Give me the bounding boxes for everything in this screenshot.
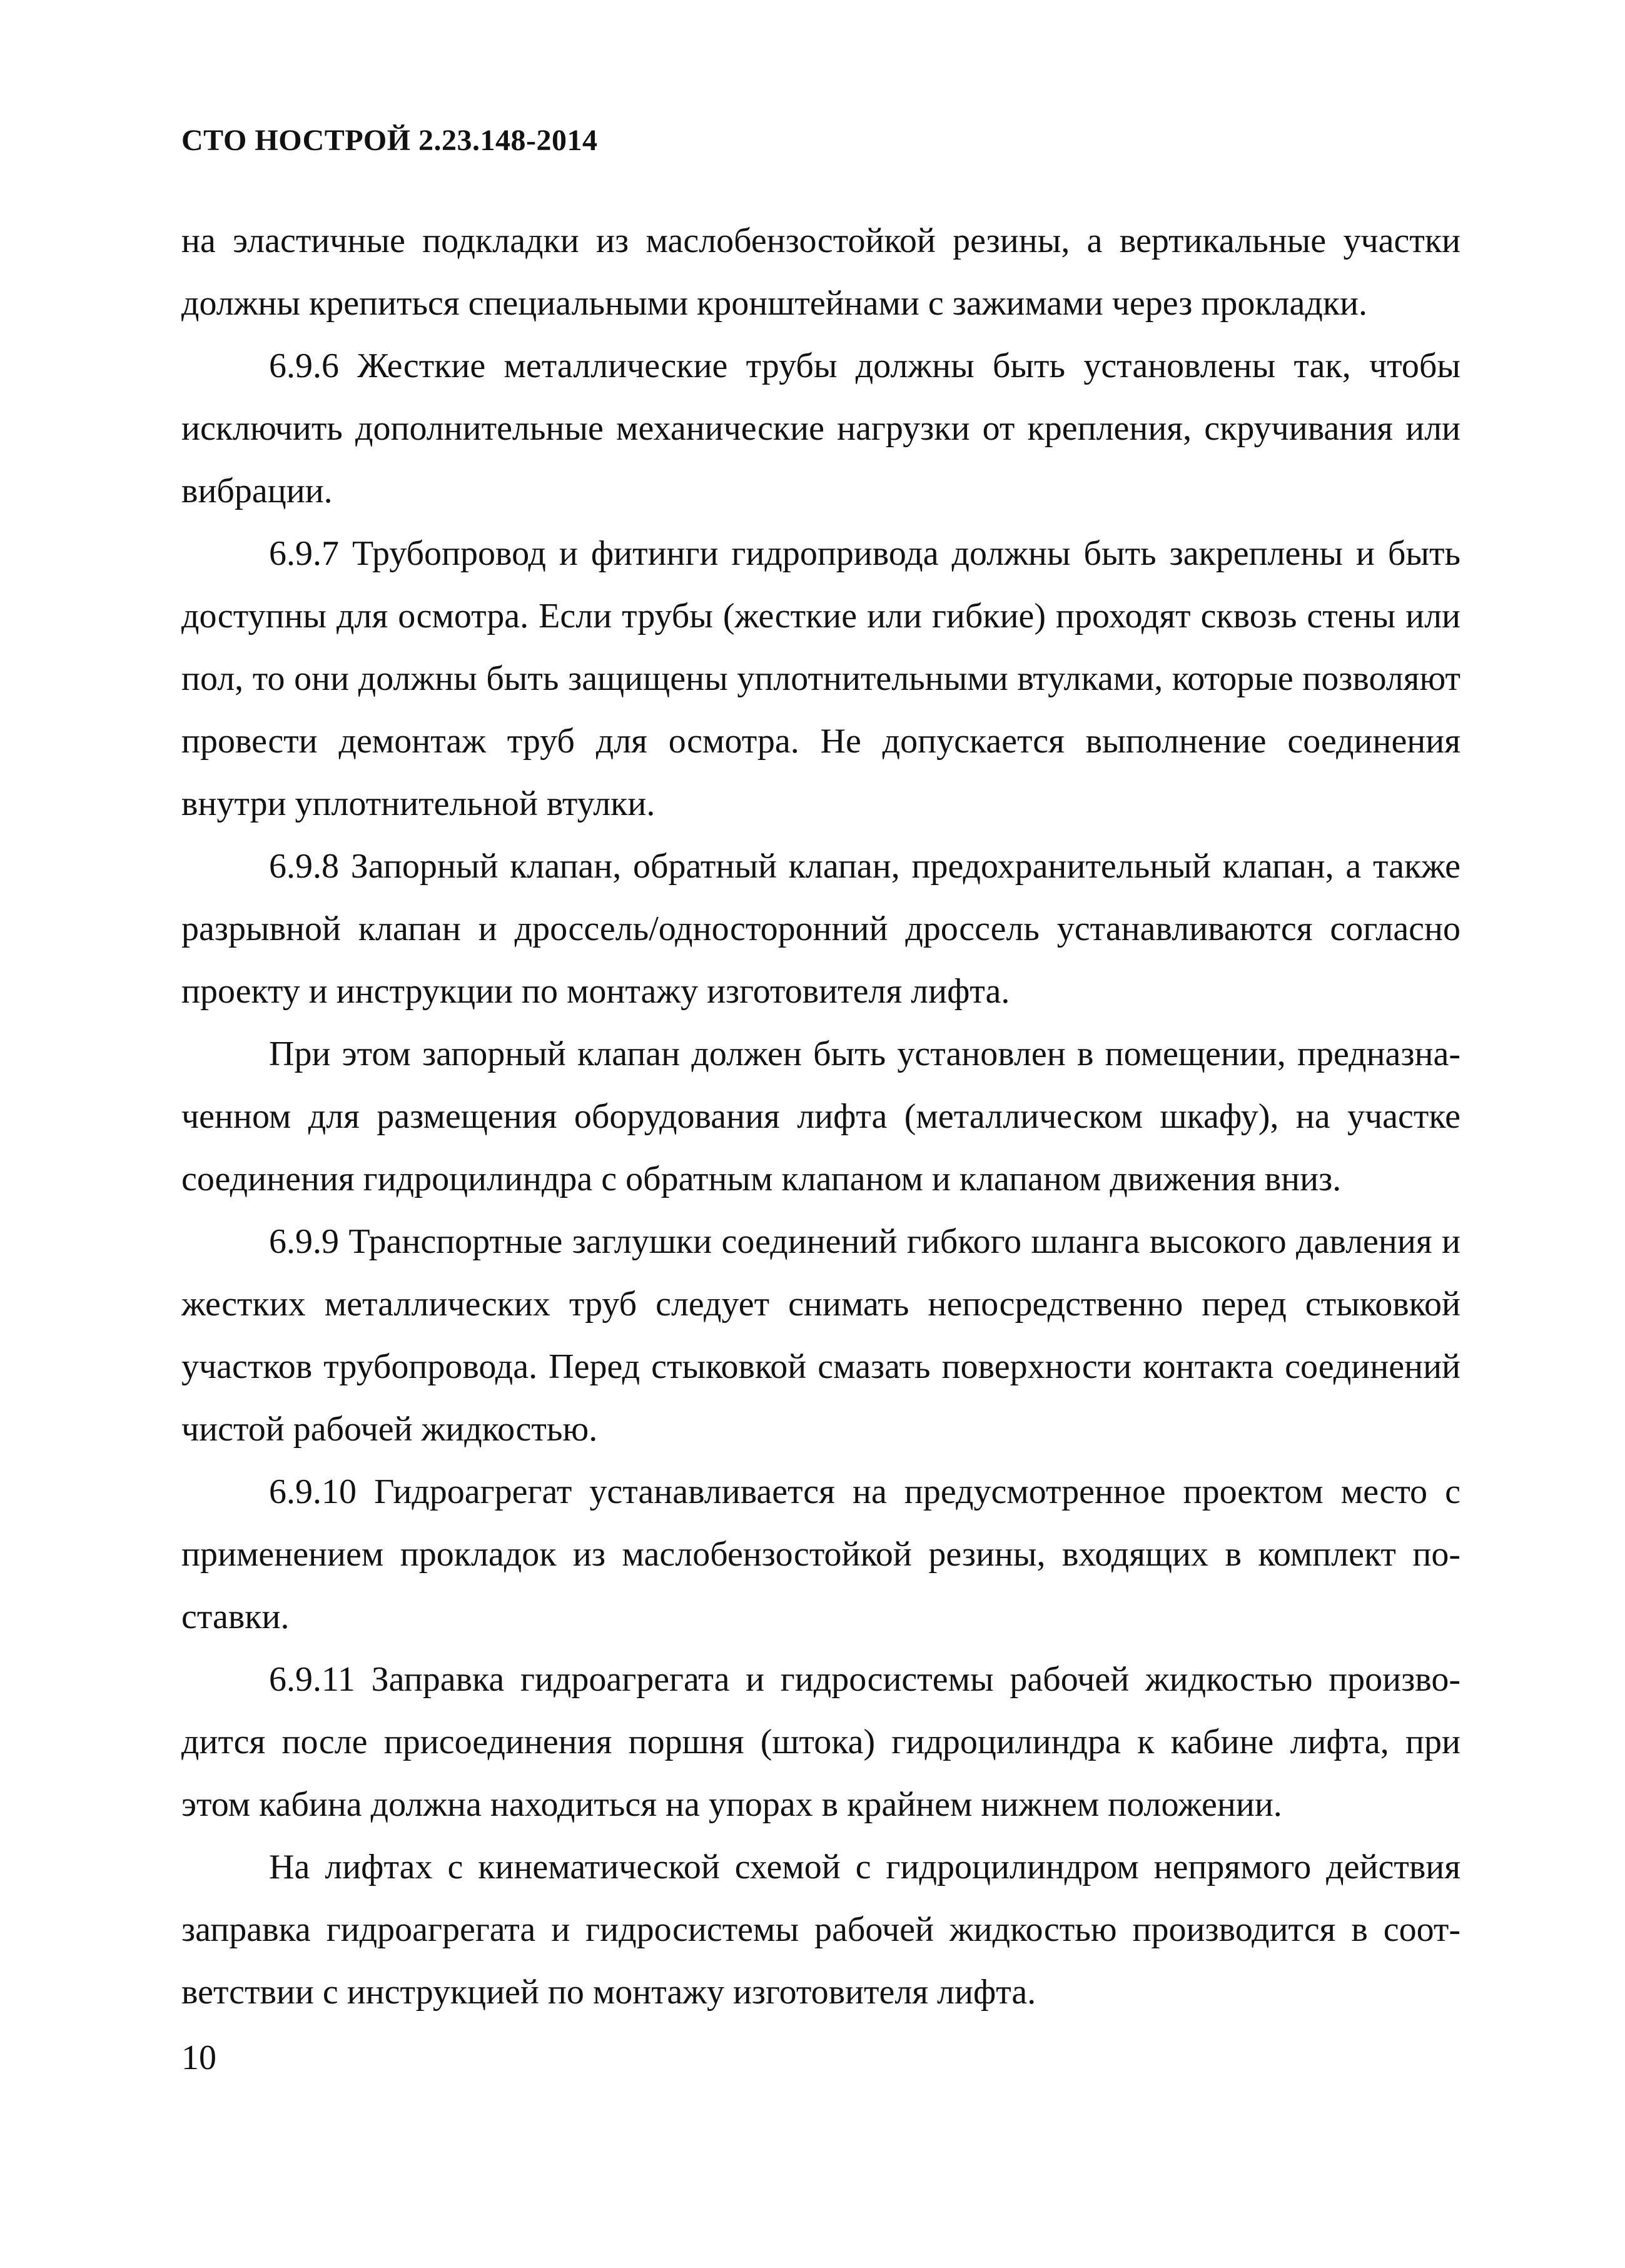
- document-body: [181, 210, 1460, 2023]
- document-header: СТО НОСТРОЙ 2.23.148-2014: [181, 124, 598, 157]
- paragraph-continuation: на эластичные подкладки из маслобензостойкой резины, а вертикальные участки должны крепиться специальными кронштейнами с зажимами через прокладки.: [181, 221, 1460, 323]
- paragraph-shutoff-valve: При этом запорный клапан должен быть установлен в помещении, предназначенном для размещения оборудования лифта (металлическом шкафу), на участке соединения гидроцилиндра с обратным клапаном и клапаном движения вниз.: [181, 1035, 1460, 1198]
- paragraph-6-9-8: 6.9.8 Запорный клапан, обратный клапан, предохранительный клапан, а также разрывной клапан и дроссель/односторонний дроссель устанавливаются согласно проекту и инструкции по монтажу изготовителя лифта.: [181, 847, 1460, 1011]
- paragraph-6-9-9: 6.9.9 Транспортные заглушки соединений гибкого шланга высокого давления и жестких металлических труб следует снимать непосредственно перед стыковкой участков трубопровода. Перед стыковкой смазать поверхности контакта соединений чистой рабочей жидкостью.: [181, 1222, 1460, 1449]
- page-number: 10: [181, 2038, 216, 2077]
- paragraph-6-9-6: 6.9.6 Жесткие металлические трубы должны быть установлены так, чтобы исключить дополнительные механические нагрузки от крепления, скручивания или вибрации.: [181, 347, 1460, 510]
- paragraph-6-9-7: 6.9.7 Трубопровод и фитинги гидропривода должны быть закреплены и быть доступны для осмотра. Если трубы (жесткие или гибкие) проходят сквозь стены или пол, то они должны быть защищены уплотнительными втулками, которые позволяют провести демонтаж труб для осмотра. Не допускается выполнение соединения внутри уплотнительной втулки.: [181, 534, 1460, 823]
- paragraph-6-9-11: 6.9.11 Заправка гидроагрегата и гидросистемы рабочей жидкостью производится после присоединения поршня (штока) гидроцилиндра к кабине лифта, при этом кабина должна находиться на упорах в крайнем нижнем положении.: [181, 1660, 1460, 1824]
- paragraph-6-9-10: 6.9.10 Гидроагрегат устанавливается на предусмотренное проектом место с применением прокладок из маслобензостойкой резины, входящих в комплект поставки.: [181, 1472, 1460, 1636]
- paragraph-indirect-cylinder: На лифтах с кинематической схемой с гидроцилиндром непрямого действия заправка гидроагрегата и гидросистемы рабочей жидкостью производится в соответствии с инструкцией по монтажу изготовителя лифта.: [181, 1848, 1460, 2012]
